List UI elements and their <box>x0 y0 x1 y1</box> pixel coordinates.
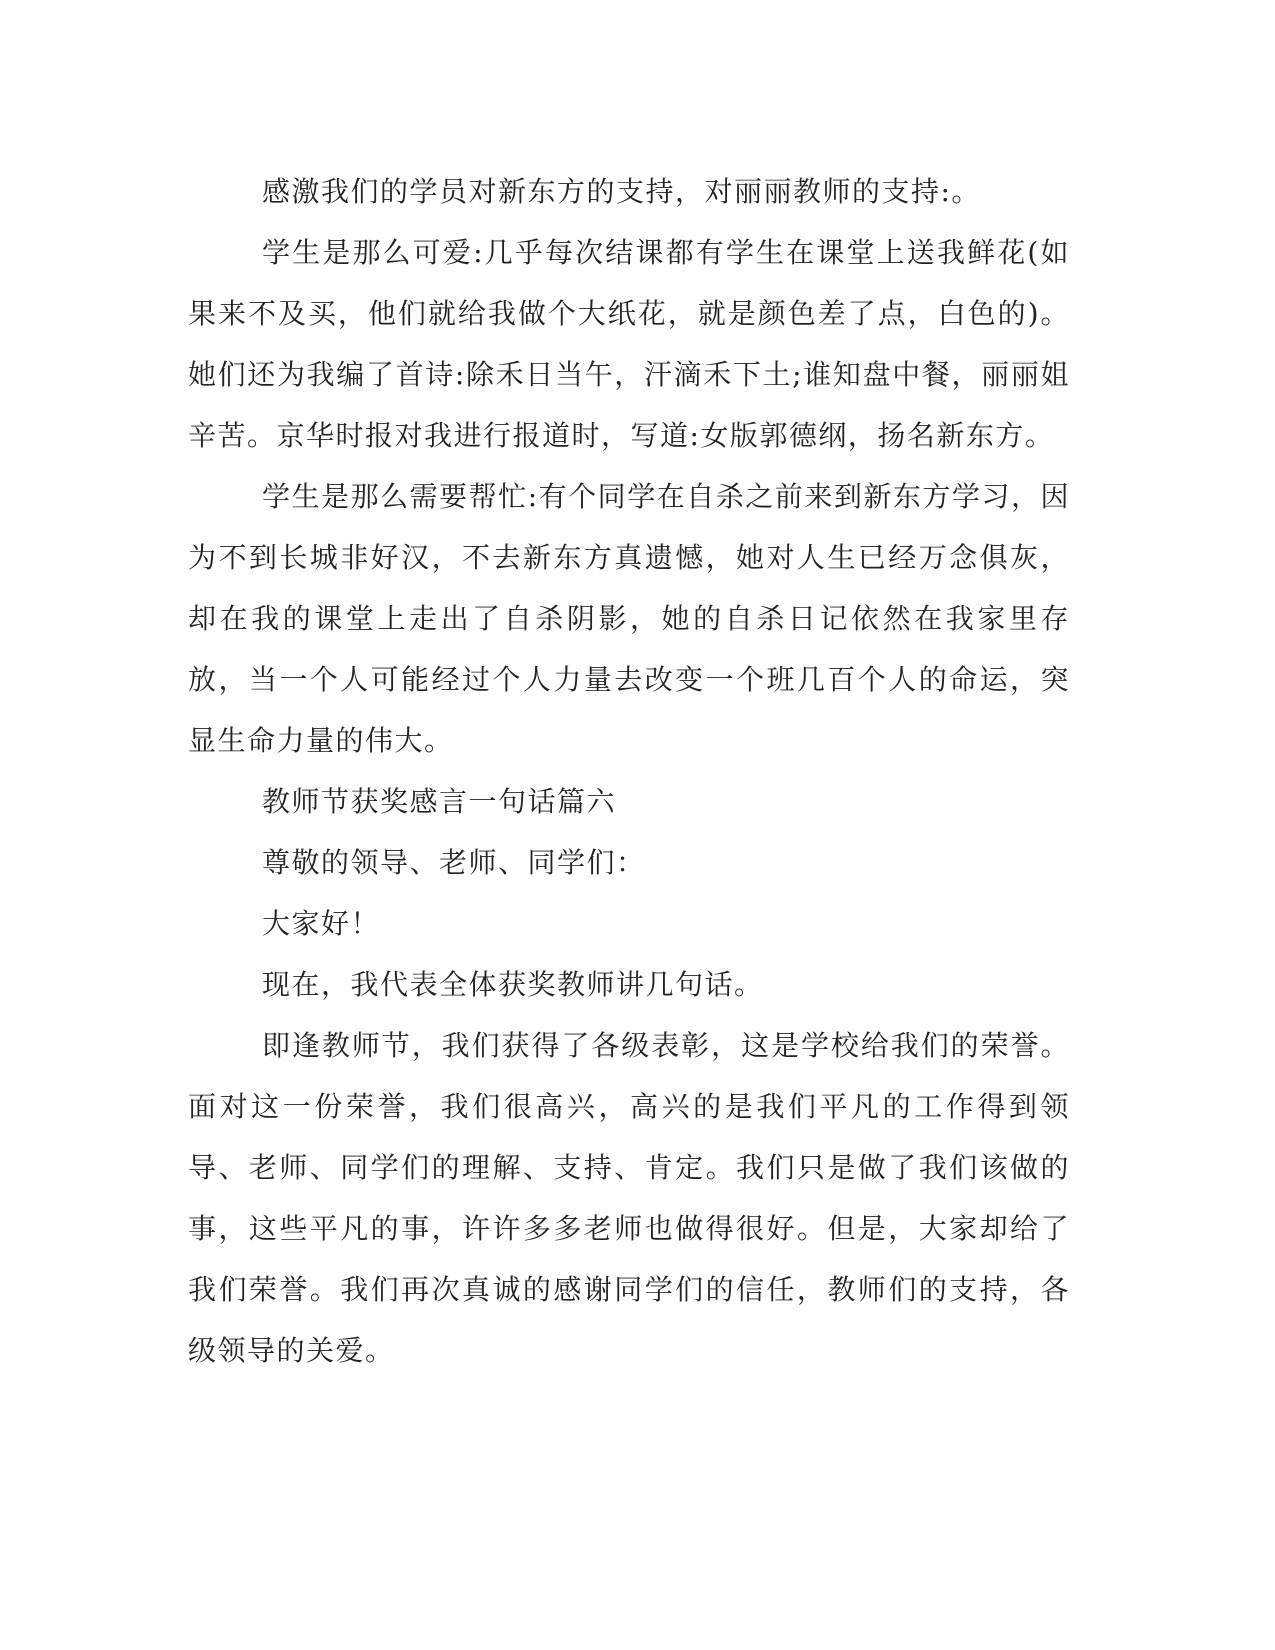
document-body <box>188 161 1070 1381</box>
salutation: 尊敬的领导、老师、同学们： <box>262 846 646 879</box>
paragraph-speech-intro: 现在，我代表全体获奖教师讲几句话。 <box>262 968 764 1001</box>
section-heading: 教师节获奖感言一句话篇六 <box>262 785 617 818</box>
greeting: 大家好！ <box>262 907 381 940</box>
paragraph-students-need-help: 学生是那么需要帮忙:有个同学在自杀之前来到新东方学习，因为不到长城非好汉，不去新东方真遗憾，她对人生已经万念俱灰，却在我的课堂上走出了自杀阴影，她的自杀日记依然在我家里存放，当一个人可能经过个人力量去改变一个班几百个人的命运，突显生命力量的伟大。 <box>188 480 1070 757</box>
paragraph-students-lovely: 学生是那么可爱:几乎每次结课都有学生在课堂上送我鲜花(如果来不及买，他们就给我做个大纸花，就是颜色差了点，白色的)。她们还为我编了首诗:除禾日当午，汗滴禾下土;谁知盘中餐，丽丽姐辛苦。京华时报对我进行报道时，写道:女版郭德纲，扬名新东方。 <box>188 236 1070 452</box>
paragraph-thanks-students: 感激我们的学员对新东方的支持，对丽丽教师的支持:。 <box>262 175 981 208</box>
paragraph-honor: 即逢教师节，我们获得了各级表彰，这是学校给我们的荣誉。面对这一份荣誉，我们很高兴，高兴的是我们平凡的工作得到领导、老师、同学们的理解、支持、肯定。我们只是做了我们该做的事，这些平凡的事，许许多多老师也做得很好。但是，大家却给了我们荣誉。我们再次真诚的感谢同学们的信任，教师们的支持，各级领导的关爱。 <box>188 1029 1070 1367</box>
